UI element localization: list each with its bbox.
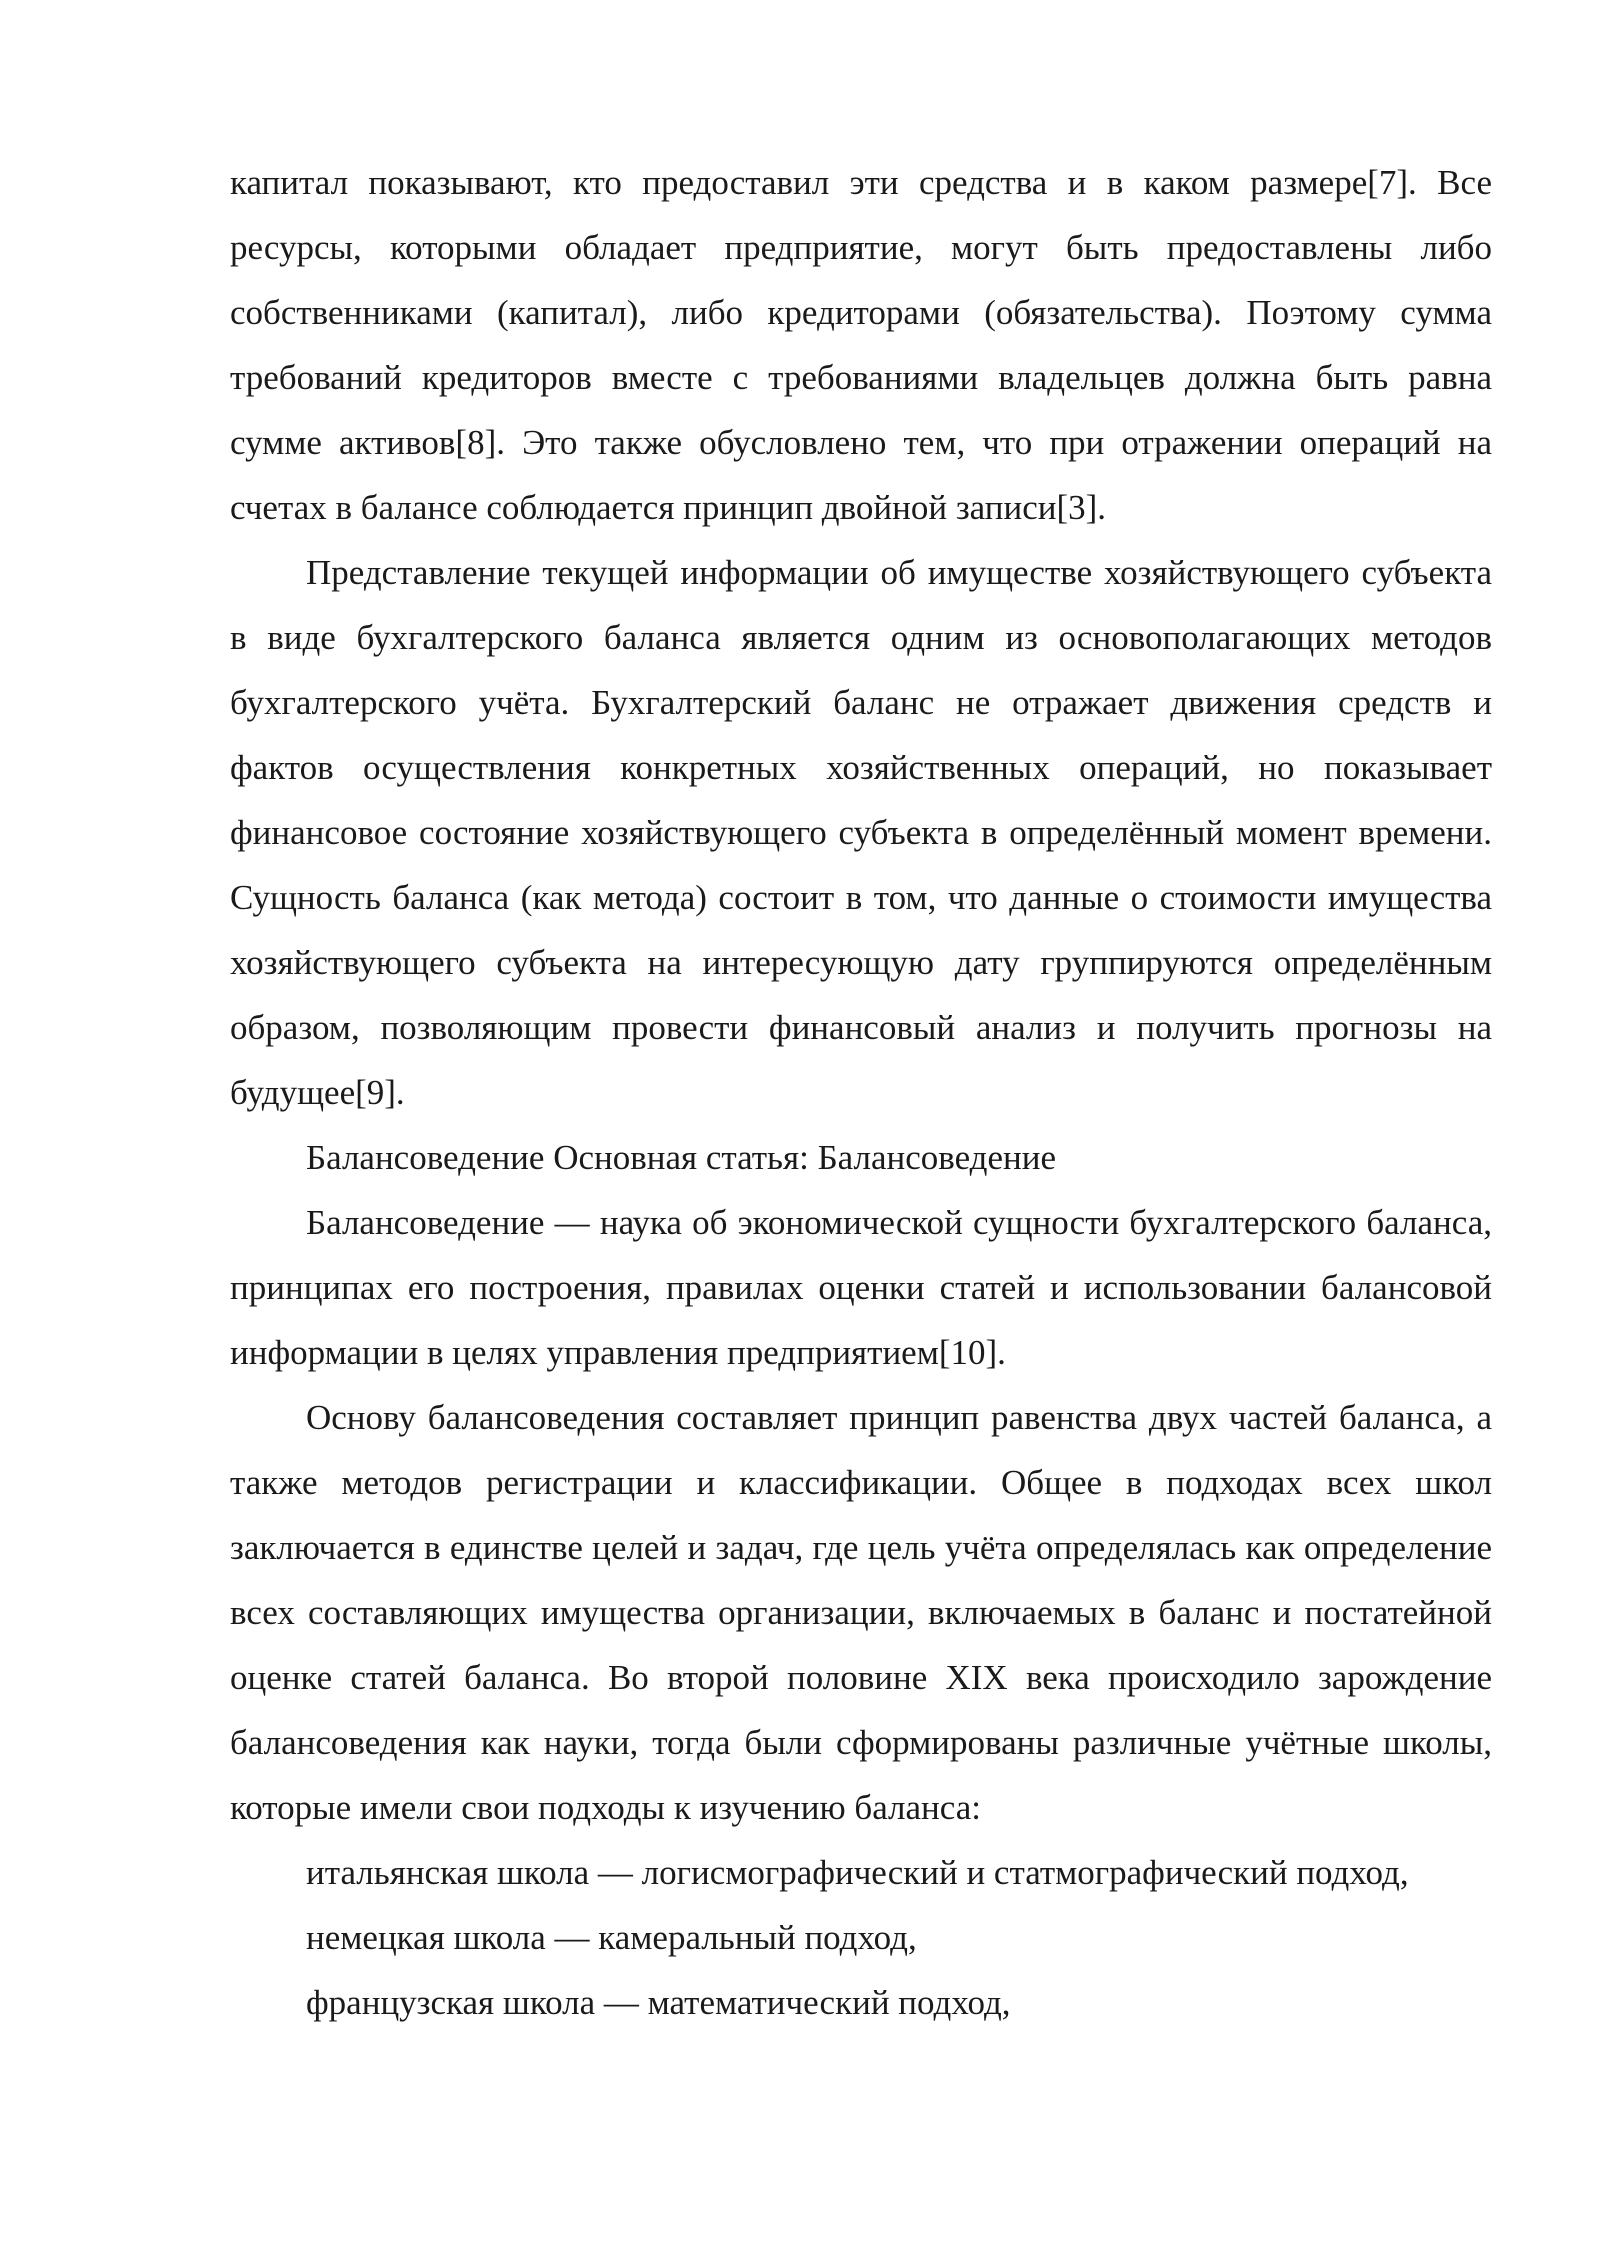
document-body [230,150,1492,2035]
list-item-french-school: французская школа — математический подход, [306,1983,1011,2022]
list-item-italian-school: итальянская школа — логисмографический и статмографический подход, [306,1853,1409,1892]
paragraph-balance-method: Представление текущей информации об имуществе хозяйствующего субъекта в виде бухгалтерского баланса является одним из основополагающих методов бухгалтерского учёта. Бухгалтерский баланс не отражает движения средств и фактов осуществления конкретных хозяйственных операций, но показывает финансовое состояние хозяйствующего субъекта в определённый момент времени. Сущность баланса (как метода) состоит в том, что данные о стоимости имущества хозяйствующего субъекта на интересующую дату группируются определённым образом, позволяющим провести финансовый анализ и получить прогнозы на будущее[9]. [230,553,1492,1112]
paragraph-section-heading: Балансоведение Основная статья: Балансоведение [306,1138,1057,1177]
paragraph-capital-resources: капитал показывают, кто предоставил эти средства и в каком размере[7]. Все ресурсы, которыми обладает предприятие, могут быть предоставлены либо собственниками (капитал), либо кредиторами (обязательства). Поэтому сумма требований кредиторов вместе с требованиями владельцев должна быть равна сумме активов[8]. Это также обусловлено тем, что при отражении операций на счетах в балансе соблюдается принцип двойной записи[3]. [230,163,1492,527]
list-item-german-school: немецкая школа — камеральный подход, [306,1918,917,1957]
paragraph-balance-science-basis: Основу балансоведения составляет принцип равенства двух частей баланса, а также методов регистрации и классификации. Общее в подходах всех школ заключается в единстве целей и задач, где цель учёта определялась как определение всех составляющих имущества организации, включаемых в баланс и постатейной оценке статей баланса. Во второй половине XIX века происходило зарождение балансоведения как науки, тогда были сформированы различные учётные школы, которые имели свои подходы к изучению баланса: [230,1398,1492,1827]
paragraph-balance-science-definition: Балансоведение — наука об экономической сущности бухгалтерского баланса, принципах его построения, правилах оценки статей и использовании балансовой информации в целях управления предприятием[10]. [230,1203,1492,1372]
